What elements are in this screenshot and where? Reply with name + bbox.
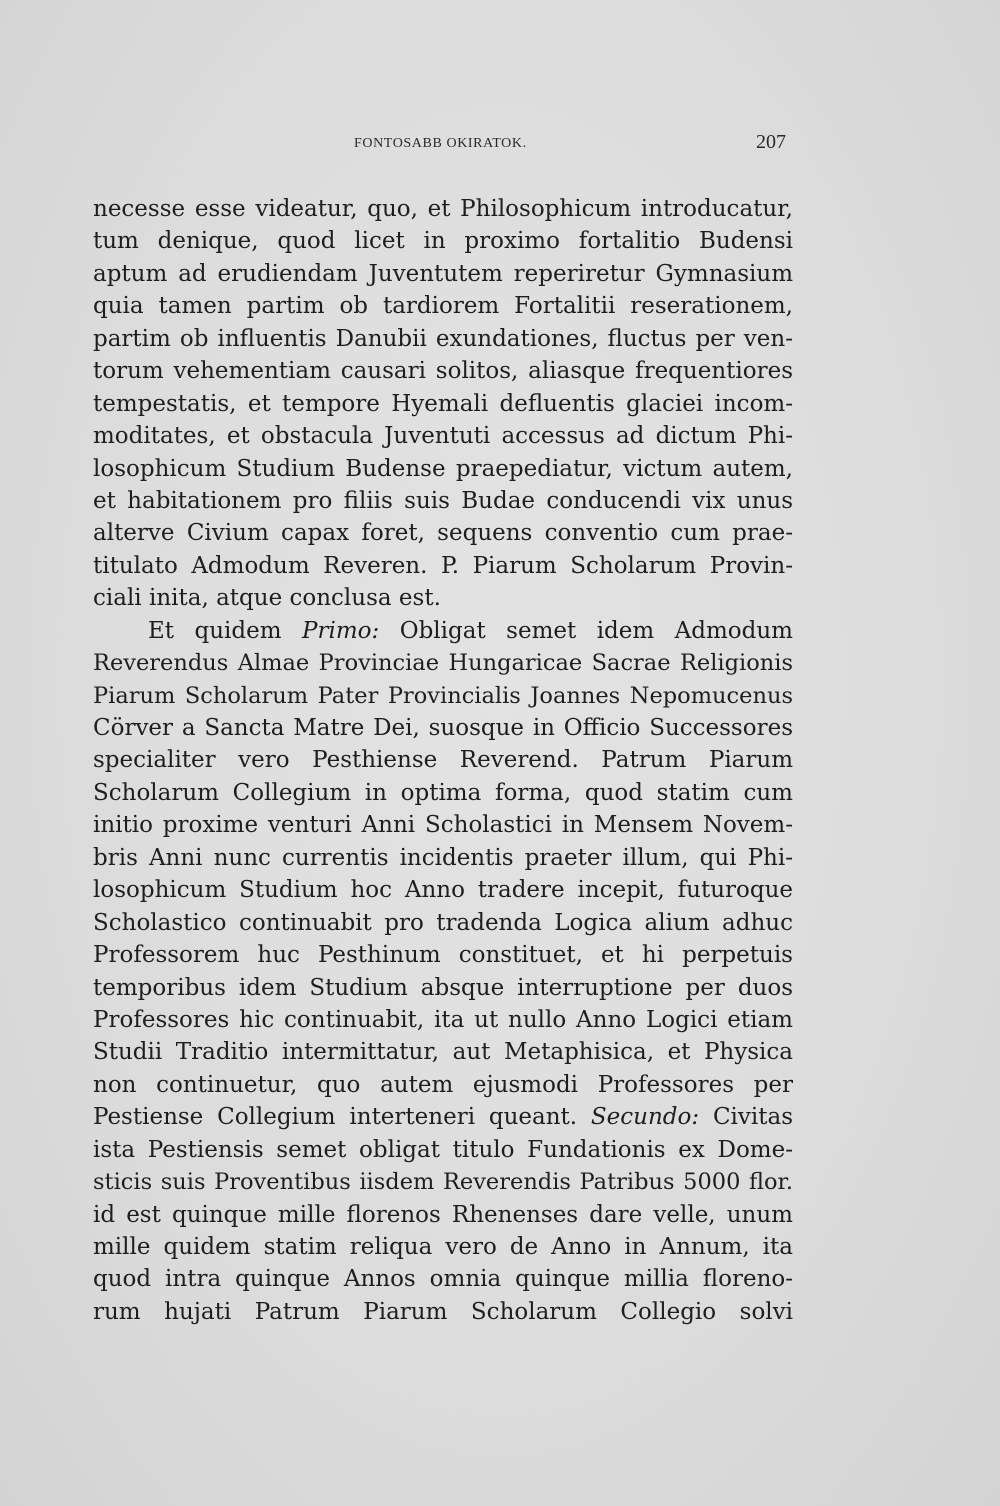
text-line: Scholastico continuabit pro tradenda Logica alium adhuc: [93, 909, 793, 936]
text-line: titulato Admodum Reveren. P. Piarum Scholarum Provin-: [93, 552, 793, 579]
text-line: losophicum Studium hoc Anno tradere incepit, futuroque: [93, 877, 793, 904]
text-line: et habitationem pro filiis suis Budae conducendi vix unus: [93, 487, 793, 514]
text-fragment: Pestiense Collegium interteneri queant.: [93, 1104, 578, 1131]
text-fragment: Obligat semet idem Admodum: [399, 617, 793, 644]
secundo-label: Secundo:: [590, 1104, 700, 1131]
text-line: torum vehementiam causari solitos, aliasque frequentiores: [93, 358, 793, 385]
text-line: temporibus idem Studium absque interruptione per duos: [93, 974, 793, 1001]
paragraph-lead: Et quidem: [148, 617, 282, 644]
text-fragment: Civitas: [712, 1104, 794, 1131]
text-line: ciali inita, atque conclusa est.: [93, 585, 441, 612]
text-line: Cörver a Sancta Matre Dei, suosque in Officio Successores: [93, 715, 793, 741]
text-line: initio proxime venturi Anni Scholastici in Mensem Novem-: [93, 812, 793, 839]
secundo-line: [93, 1101, 793, 1133]
text-line: aptum ad erudiendam Juventutem reperiretur Gymnasium: [93, 260, 793, 287]
text-line: tempestatis, et tempore Hyemali defluentis glaciei incom-: [93, 390, 793, 417]
text-line: Scholarum Collegium in optima forma, quod statim cum: [93, 779, 793, 806]
text-line: moditates, et obstacula Juventuti accessus ad dictum Phi-: [93, 423, 793, 450]
text-line: Reverendus Almae Provinciae Hungaricae Sacrae Religionis: [93, 650, 793, 677]
text-line: Piarum Scholarum Pater Provincialis Joannes Nepomucenus: [93, 682, 793, 709]
text-line: specialiter vero Pesthiense Reverend. Patrum Piarum: [93, 747, 793, 774]
text-line: mille quidem statim reliqua vero de Anno in Annum, ita: [93, 1234, 793, 1260]
text-line: Studii Traditio intermittatur, aut Metaphisica, et Physica: [93, 1039, 793, 1066]
text-line: non continuetur, quo autem ejusmodi Professores per: [93, 1071, 793, 1098]
paragraph-start-line: [93, 615, 793, 647]
text-line: rum hujati Patrum Piarum Scholarum Collegio solvi: [93, 1298, 793, 1325]
text-line: alterve Civium capax foret, sequens conventio cum prae-: [93, 520, 793, 547]
text-line: partim ob influentis Danubii exundationes, fluctus per ven-: [93, 325, 793, 352]
text-line: necesse esse videatur, quo, et Philosophicum introducatur,: [93, 196, 793, 222]
page-number: 207: [756, 131, 786, 153]
text-line: tum denique, quod licet in proximo fortalitio Budensi: [93, 228, 793, 255]
text-line: losophicum Studium Budense praepediatur, victum autem,: [93, 455, 793, 482]
text-line: bris Anni nunc currentis incidentis praeter illum, qui Phi-: [93, 844, 793, 871]
text-line: quia tamen partim ob tardiorem Fortalitii reserationem,: [93, 293, 793, 320]
primo-label: Primo:: [302, 617, 380, 644]
body-text: [93, 193, 793, 1328]
text-line: Professorem huc Pesthinum constituet, et hi perpetuis: [93, 942, 793, 969]
text-line: Professores hic continuabit, ita ut nullo Anno Logici etiam: [93, 1006, 793, 1033]
running-title: FONTOSABB OKIRATOK.: [354, 136, 527, 151]
text-line: ista Pestiensis semet obligat titulo Fundationis ex Dome-: [93, 1136, 793, 1163]
text-line: quod intra quinque Annos omnia quinque millia floreno-: [93, 1266, 793, 1293]
text-line: sticis suis Proventibus iisdem Reverendis Patribus 5000 flor.: [93, 1169, 793, 1196]
text-line: id est quinque mille florenos Rhenenses dare velle, unum: [93, 1201, 793, 1228]
